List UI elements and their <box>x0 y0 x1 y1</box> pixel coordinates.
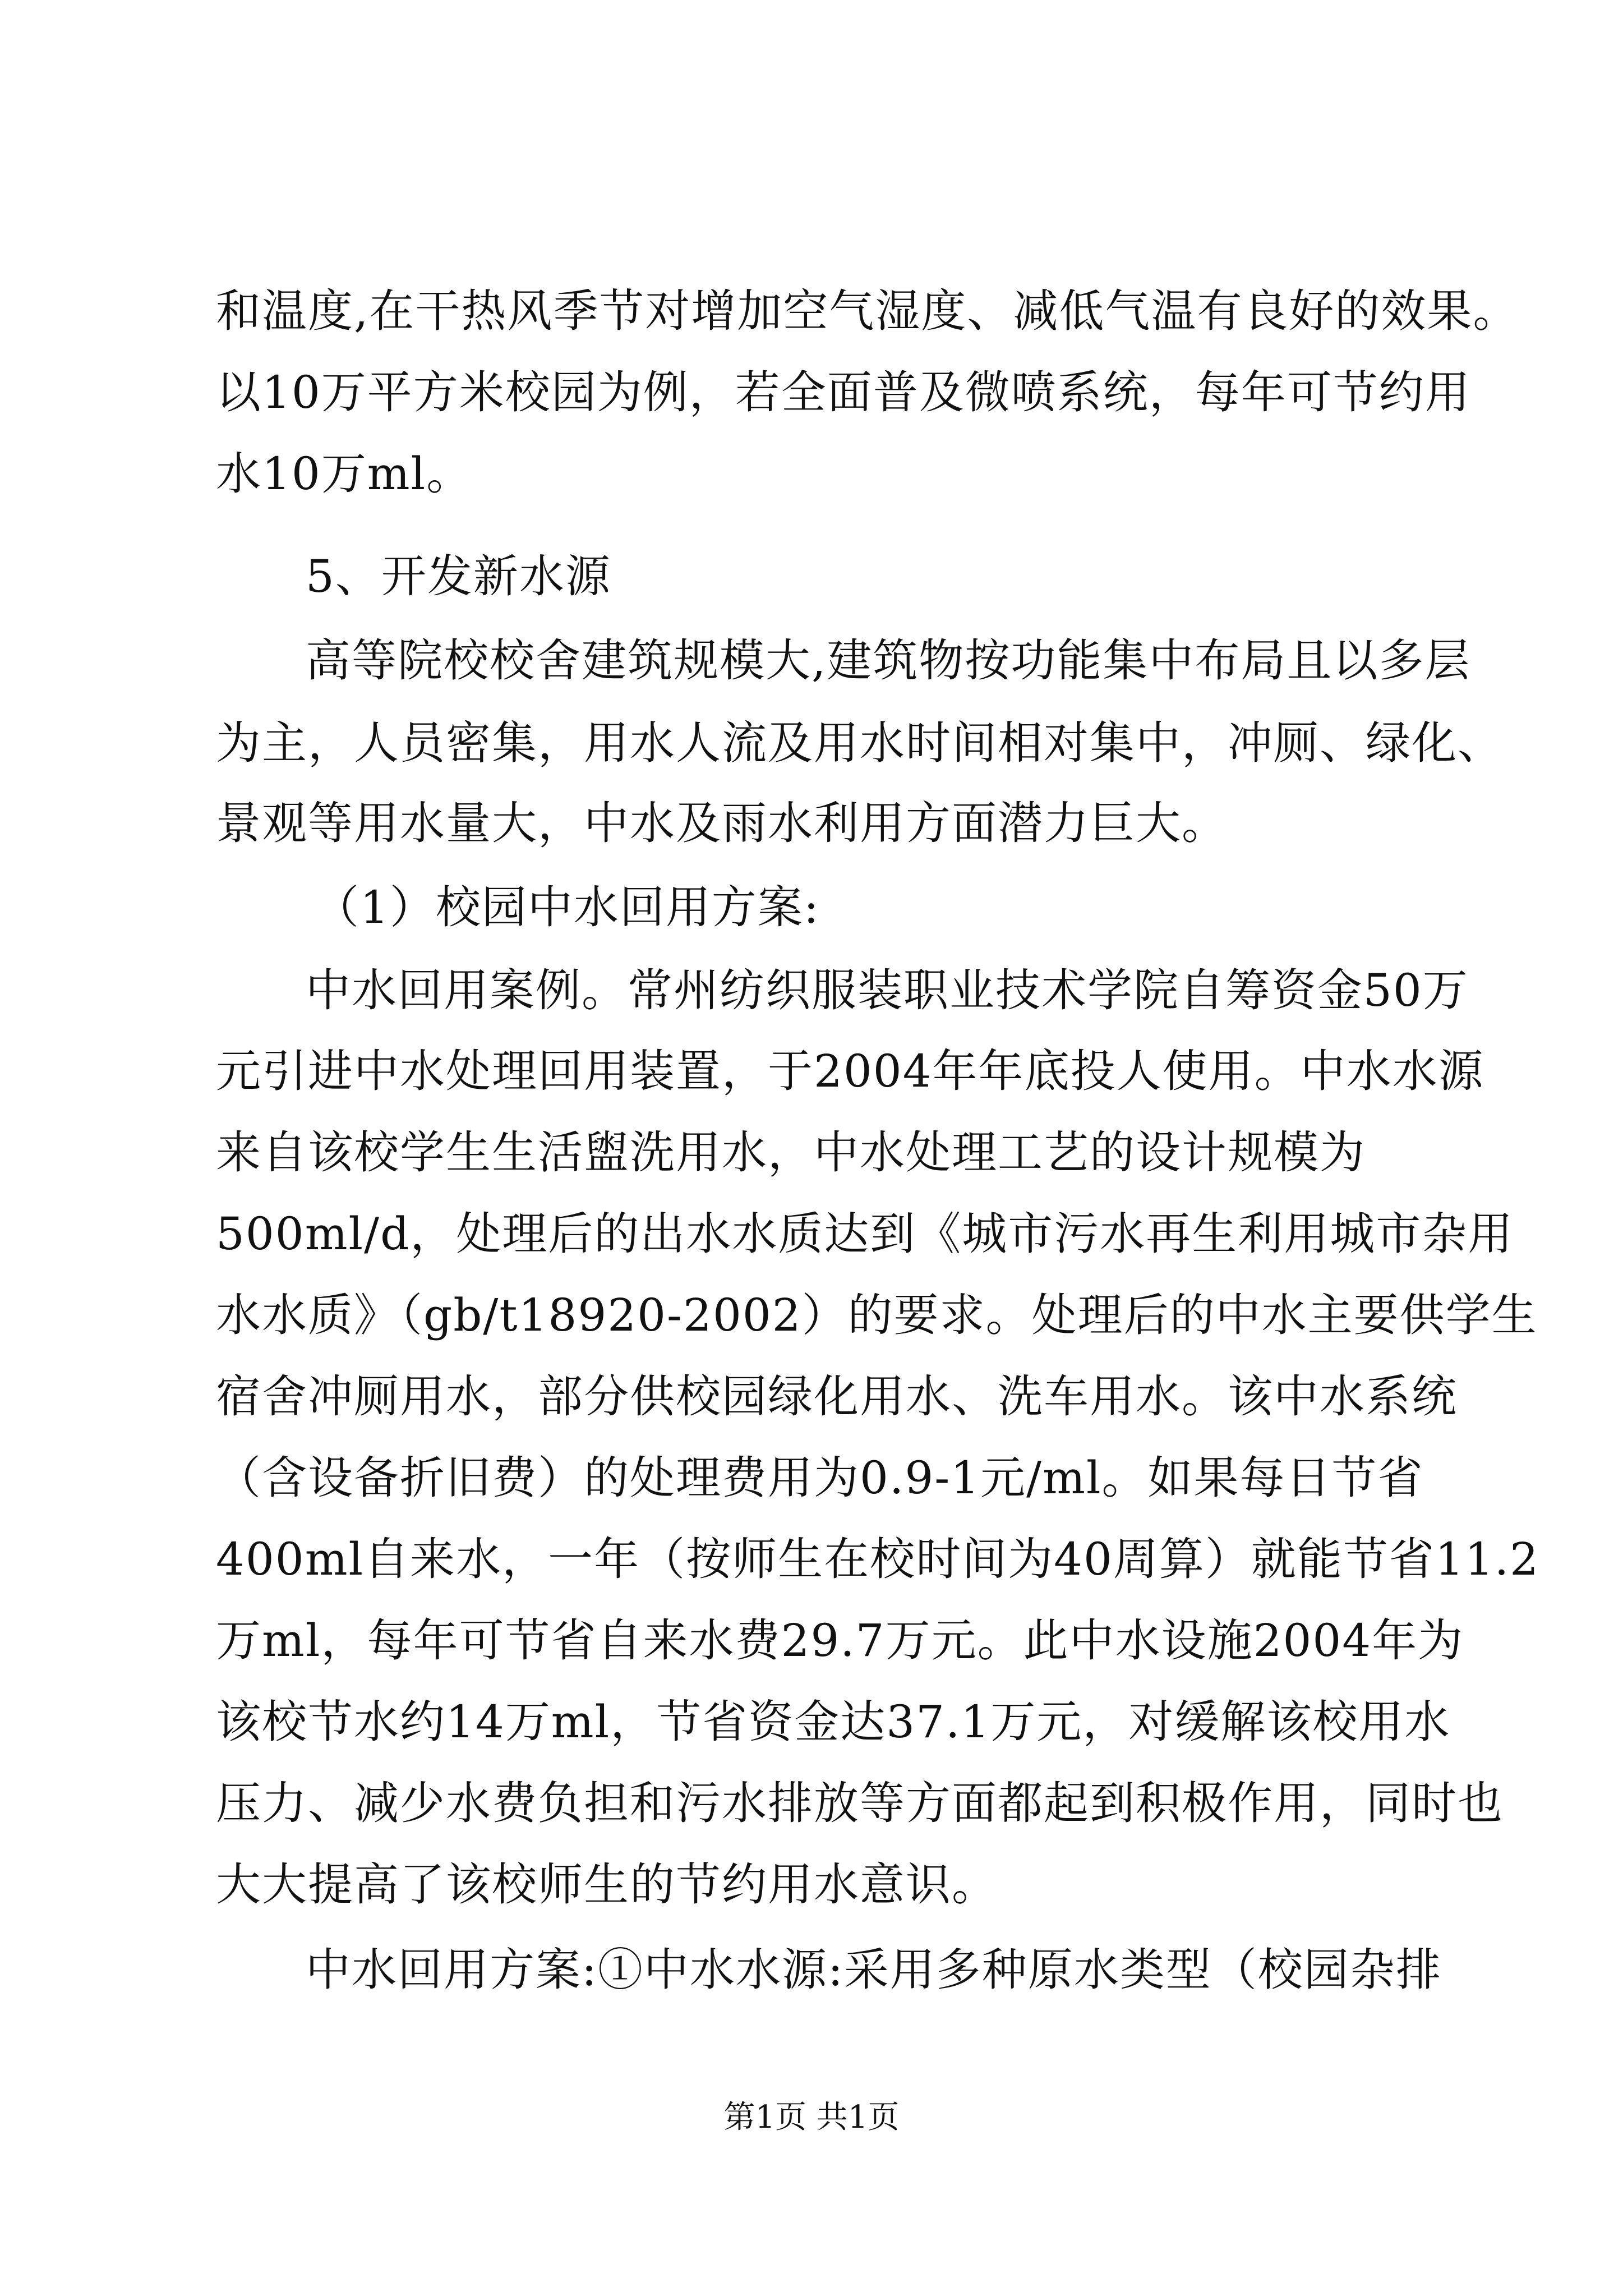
paragraph-line: （含设备折旧费）的处理费用为0.9-1元/ml。如果每日节省 <box>216 1452 1424 1504</box>
paragraph-line: 和温度,在干热风季节对增加空气湿度、减低气温有良好的效果。 <box>216 285 1519 337</box>
paragraph-line: 万ml，每年可节省自来水费29.7万元。此中水设施2004年为 <box>216 1614 1464 1667</box>
paragraph-line: 高等院校校舍建筑规模大,建筑物按功能集中布局且以多层 <box>306 634 1471 687</box>
paragraph-line: 景观等用水量大，中水及雨水利用方面潜力巨大。 <box>216 797 1228 849</box>
paragraph-line: 压力、减少水费负担和污水排放等方面都起到积极作用，同时也 <box>216 1777 1504 1829</box>
paragraph-line: 元引进中水处理回用装置，于2004年年底投人使用。中水水源 <box>216 1045 1484 1097</box>
page-footer: 第1页 共1页 <box>723 2099 900 2136</box>
paragraph-line: 来自该校学生生活盥洗用水，中水处理工艺的设计规模为 <box>216 1126 1366 1179</box>
paragraph-line: 中水回用案例。常州纺织服装职业技术学院自筹资金50万 <box>306 964 1469 1016</box>
paragraph-line: 以10万平方米校园为例，若全面普及微喷系统，每年可节约用 <box>216 366 1471 418</box>
paragraph-line: 400ml自来水，一年（按师生在校时间为40周算）就能节省11.2 <box>216 1533 1540 1585</box>
paragraph-line: 中水回用方案:①中水水源:采用多种原水类型（校园杂排 <box>306 1944 1442 1996</box>
paragraph-line: 为主，人员密集，用水人流及用水时间相对集中，冲厕、绿化、 <box>216 717 1504 769</box>
subsection-heading: （1）校园中水回用方案: <box>314 881 820 933</box>
paragraph-line: 大大提高了该校师生的节约用水意识。 <box>216 1858 998 1911</box>
paragraph-line: 该校节水约14万ml，节省资金达37.1万元，对缓解该校用水 <box>216 1696 1451 1748</box>
paragraph-line: 水水质》（gb/t18920-2002）的要求。处理后的中水主要供学生 <box>216 1289 1538 1341</box>
section-heading: 5、开发新水源 <box>306 550 611 602</box>
paragraph-line: 500ml/d，处理后的出水水质达到《城市污水再生利用城市杂用 <box>216 1208 1514 1260</box>
paragraph-line: 水10万ml。 <box>216 448 473 500</box>
paragraph-line: 宿舍冲厕用水，部分供校园绿化用水、洗车用水。该中水系统 <box>216 1370 1458 1423</box>
